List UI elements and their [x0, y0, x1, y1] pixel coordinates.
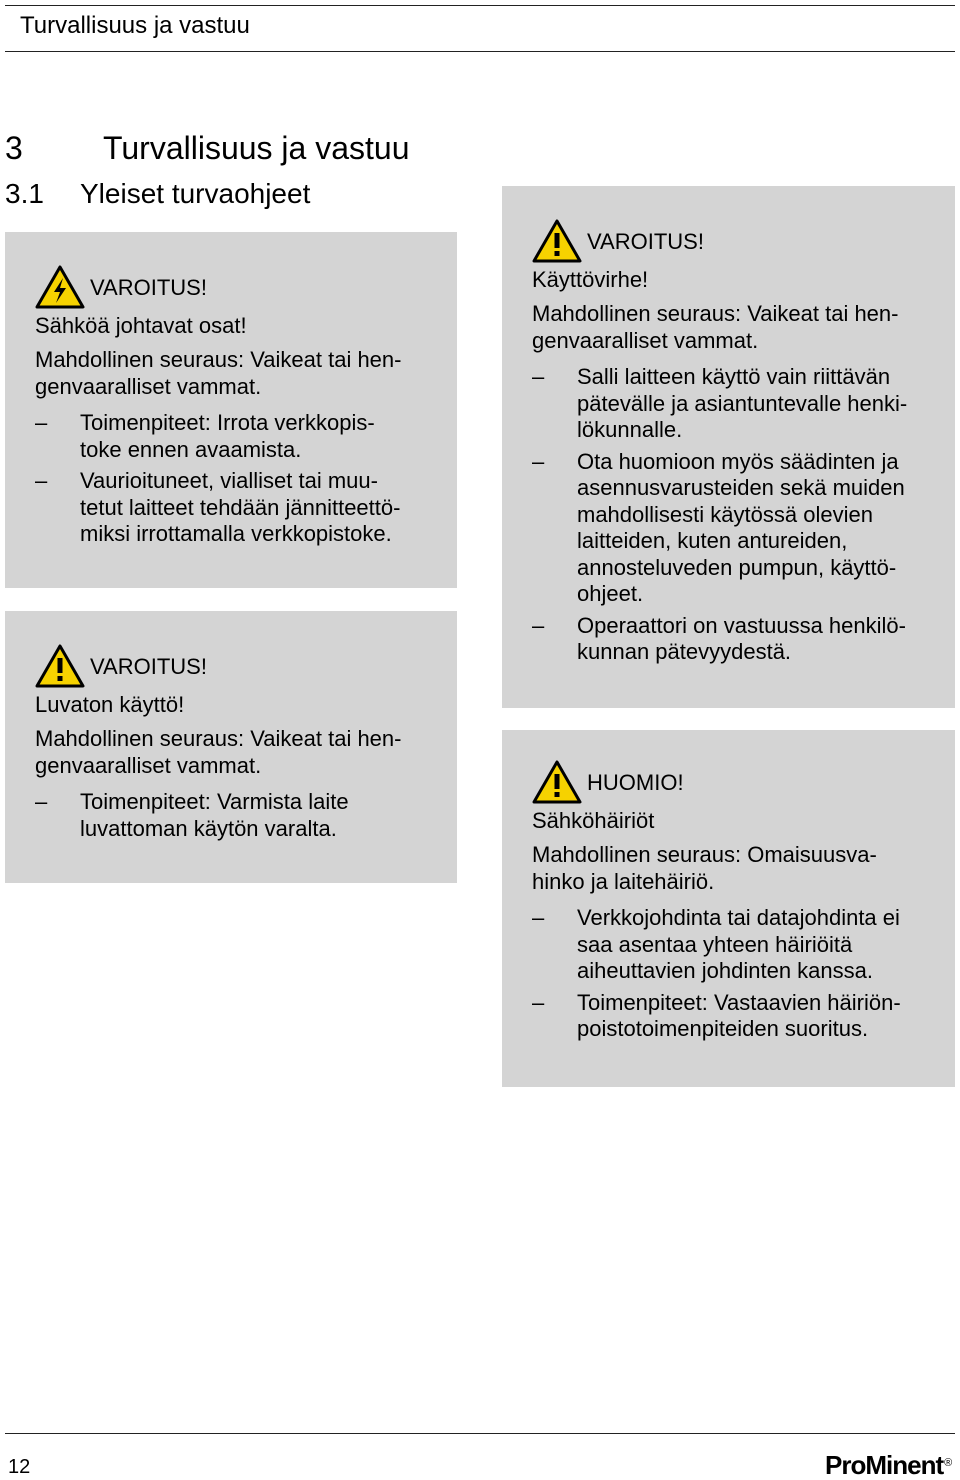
warning-notice-unauthorized — [5, 611, 457, 883]
registered-mark: ® — [944, 1457, 952, 1469]
list-item — [532, 613, 943, 666]
notice-signal-row — [35, 265, 445, 317]
general-warning-icon — [35, 644, 85, 688]
notice-signal-row — [532, 219, 943, 271]
list-item-text: Toimenpiteet: Varmista laite luvattoman käytön varalta. — [80, 789, 349, 841]
list-item-text: Ota huomioon myös säädinten ja asennusvarusteiden sekä muiden mahdollisesti käytössä olevien laitteiden, kuten antureiden, annosteluveden pumpun, käyttö- ohjeet. — [577, 448, 905, 606]
subsection-number: 3.1 — [5, 178, 44, 209]
warning-notice-operating-error — [502, 186, 955, 708]
list-item-text: Toimenpiteet: Vastaavien häiriön- poistotoimenpiteiden suoritus. — [577, 989, 901, 1041]
list-item — [532, 449, 943, 608]
section-number: 3 — [5, 130, 23, 166]
notice-consequence: Mahdollinen seuraus: Vaikeat tai hen- genvaaralliset vammat. — [35, 347, 402, 399]
page-number: 12 — [8, 1456, 31, 1478]
list-item — [532, 905, 943, 985]
dash-bullet: – — [35, 789, 48, 814]
signal-word: VAROITUS! — [90, 275, 207, 300]
subsection-title: Yleiset turvaohjeet — [80, 178, 311, 209]
header-rule — [5, 51, 955, 52]
list-item-text: Operaattori on vastuussa henkilö- kunnan pätevyydestä. — [577, 612, 906, 664]
subsection-heading — [5, 176, 310, 212]
dash-bullet: – — [532, 612, 545, 638]
measures-list — [532, 364, 943, 666]
general-warning-icon — [532, 760, 582, 804]
list-item — [35, 410, 445, 463]
measures-list — [532, 905, 943, 1043]
measures-list — [35, 789, 445, 842]
list-item — [532, 364, 943, 444]
top-rule — [5, 5, 955, 6]
signal-word: HUOMIO! — [587, 770, 684, 795]
notice-subject: Luvaton käyttö! — [35, 692, 185, 717]
brand-logo — [825, 1450, 951, 1480]
list-item — [35, 468, 445, 548]
list-item — [532, 990, 943, 1043]
warning-notice-electric — [5, 232, 457, 588]
dash-bullet: – — [532, 448, 545, 474]
notice-consequence: Mahdollinen seuraus: Vaikeat tai hen- genvaaralliset vammat. — [532, 301, 899, 353]
dash-bullet: – — [35, 410, 48, 435]
general-warning-icon — [532, 219, 582, 263]
signal-word: VAROITUS! — [587, 229, 704, 254]
dash-bullet: – — [532, 905, 545, 930]
electric-warning-icon — [35, 265, 85, 309]
list-item-text: Verkkojohdinta tai datajohdinta ei saa asentaa yhteen häiriöitä aiheuttavien johdinten kanssa. — [577, 905, 900, 983]
section-title: Turvallisuus ja vastuu — [103, 130, 410, 166]
notice-subject: Sähköhäiriöt — [532, 808, 655, 833]
list-item-text: Salli laitteen käyttö vain riittävän pätevälle ja asiantuntevalle henki- lökunnalle. — [577, 364, 908, 442]
logo-text: ProMinent — [825, 1450, 944, 1480]
notice-signal-row — [532, 760, 943, 812]
signal-word: VAROITUS! — [90, 654, 207, 679]
section-heading — [5, 128, 410, 168]
dash-bullet: – — [532, 364, 545, 389]
notice-consequence: Mahdollinen seuraus: Omaisuusva- hinko ja laitehäiriö. — [532, 842, 877, 894]
measures-list — [35, 410, 445, 548]
list-item-text: Toimenpiteet: Irrota verkkopis- toke ennen avaamista. — [80, 410, 375, 462]
running-header: Turvallisuus ja vastuu — [20, 12, 250, 39]
footer-rule — [5, 1433, 955, 1434]
notice-subject: Sähköä johtavat osat! — [35, 313, 247, 338]
dash-bullet: – — [35, 468, 48, 493]
dash-bullet: – — [532, 989, 545, 1015]
caution-notice-electrical-interference — [502, 730, 955, 1087]
notice-signal-row — [35, 644, 445, 696]
notice-consequence: Mahdollinen seuraus: Vaikeat tai hen- genvaaralliset vammat. — [35, 726, 402, 778]
list-item-text: Vaurioituneet, vialliset tai muu- tetut laitteet tehdään jännitteettö- miksi irrottamalla verkkopistoke. — [80, 468, 401, 546]
list-item — [35, 789, 445, 842]
notice-subject: Käyttövirhe! — [532, 267, 649, 292]
